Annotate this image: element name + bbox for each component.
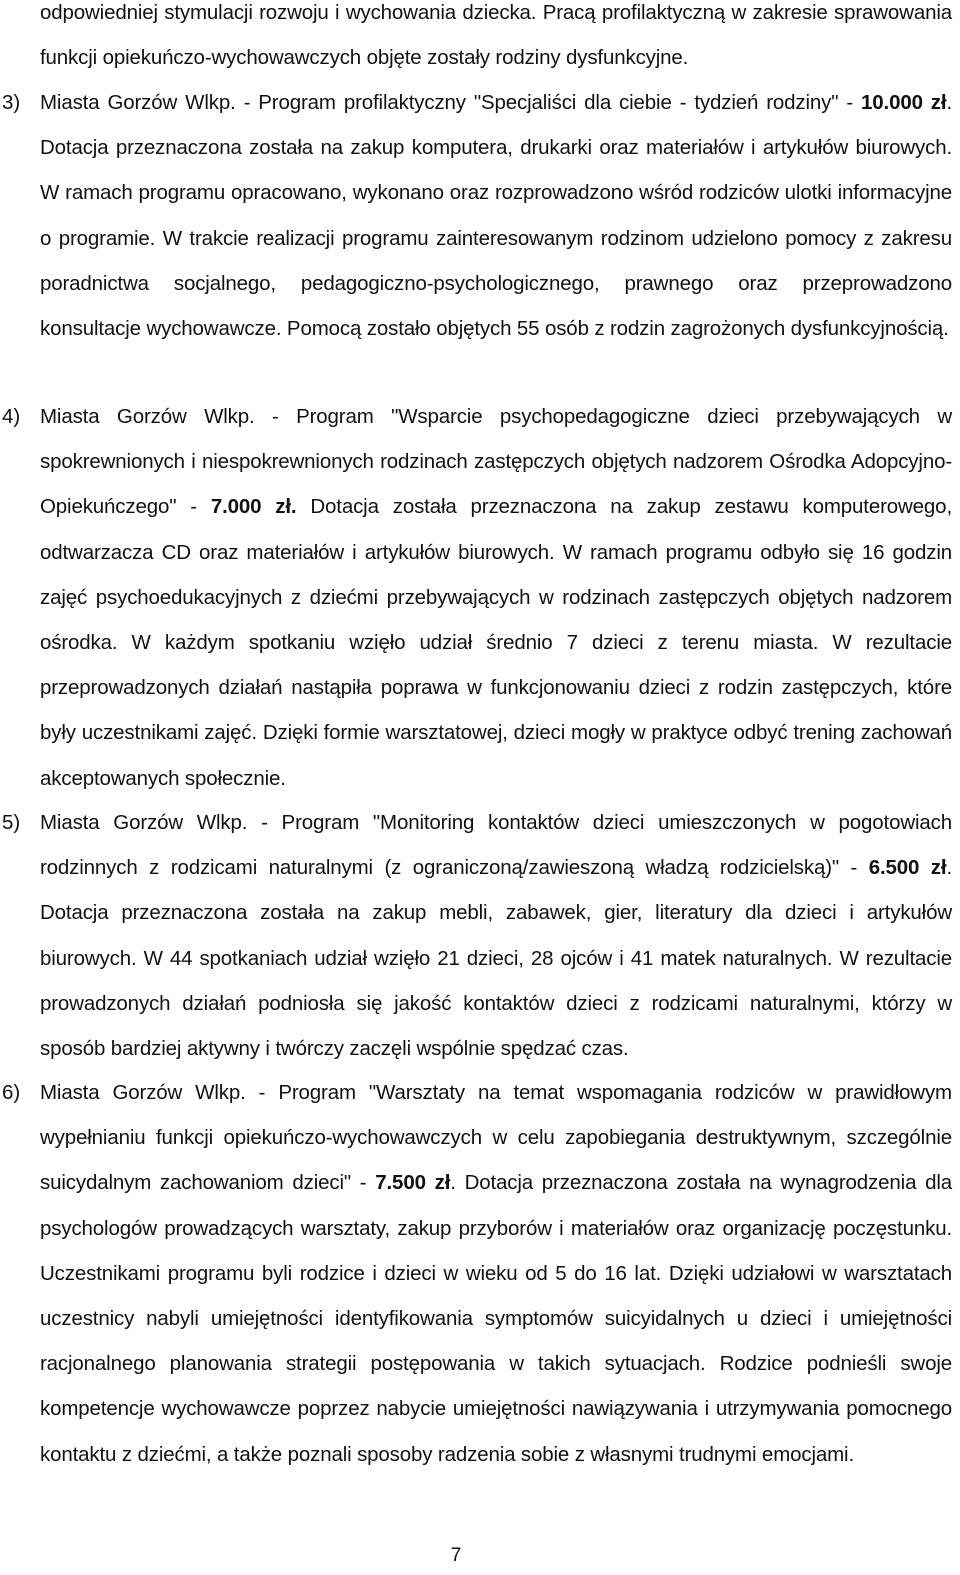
item-6-amount: 7.500 zł	[375, 1171, 451, 1195]
item-5-body: . Dotacja przeznaczona została na zakup mebli, zabawek, gier, literatury dla dzieci i artykułów biurowych. W 44 spotkaniach udział wzięło 21 dzieci, 28 ojców i 41 matek naturalnych. W rezultacie prowadzonych działań podniosła się jakość kontaktów dzieci z rodzicami naturalnymi, którzy w sposób bardziej aktywny i twórczy zaczęli wspólnie spędzać czas.	[40, 856, 952, 1061]
item-4-head: Miasta Gorzów Wlkp. - Program "Wsparcie psychopedagogiczne dzieci przebywających w spokrewnionych i niespokrewnionych rodzinach zastępczych objętych nadzorem Ośrodka Adopcyjno-Opiekuńczego" -	[40, 405, 952, 519]
item-3-head: Miasta Gorzów Wlkp. - Program profilaktyczny "Specjaliści dla ciebie - tydzień rodziny" -	[40, 91, 862, 114]
item-4-amount: 7.000 zł.	[210, 495, 297, 519]
item-6-paragraph	[40, 1070, 952, 1477]
item-3-number: 3)	[2, 91, 21, 114]
item-5-paragraph	[40, 800, 952, 1071]
item-6-number: 6)	[2, 1081, 21, 1104]
item-5-amount: 6.500 zł	[868, 856, 947, 880]
item-6-body: . Dotacja przeznaczona została na wynagrodzenia dla psychologów prowadzących warsztaty, zakup przyborów i materiałów oraz organizację poczęstunku. Uczestnikami programu byli rodzice i dzieci w wieku od 5 do 16 lat. Dzięki udziałowi w warsztatach uczestnicy nabyli umiejętności identyfikowania symptomów suicyidalnych u dzieci i umiejętności racjonalnego planowania strategii postępowania w takich sytuacjach. Rodzice podnieśli swoje kompetencje wychowawcze poprzez nabycie umiejętności nawiązywania i utrzymywania pomocnego kontaktu z dziećmi, a także poznali sposoby radzenia sobie z własnymi trudnymi emocjami.	[40, 1171, 952, 1466]
intro-paragraph	[40, 0, 952, 80]
item-4-body: Dotacja została przeznaczona na zakup zestawu komputerowego, odtwarzacza CD oraz materiałów i artykułów biurowych. W ramach programu odbyło się 16 godzin zajęć psychoedukacyjnych z dziećmi przebywających w rodzinach zastępczych objętych nadzorem ośrodka. W każdym spotkaniu wzięło udział średnio 7 dzieci z terenu miasta. W rezultacie przeprowadzonych działań nastąpiła poprawa w funkcjonowaniu dzieci z rodzin zastępczych, które były uczestnikami zajęć. Dzięki formie warsztatowej, dzieci mogły w praktyce odbyć trening zachowań akceptowanych społecznie.	[40, 495, 952, 790]
item-3-body: . Dotacja przeznaczona została na zakup komputera, drukarki oraz materiałów i artykułów biurowych. W ramach programu opracowano, wykonano oraz rozprowadzono wśród rodziców ulotki informacyjne o programie. W trakcie realizacji programu zainteresowanym rodzinom udzielono pomocy z zakresu poradnictwa socjalnego, pedagogiczno-psychologicznego, prawnego oraz przeprowadzono konsultacje wychowawcze. Pomocą zostało objętych 55 osób z rodzin zagrożonych dysfunkcyjnością.	[40, 91, 952, 341]
page-number: 7	[450, 1545, 462, 1566]
item-5-head: Miasta Gorzów Wlkp. - Program "Monitoring kontaktów dzieci umieszczonych w pogotowiach rodzinnych z rodzicami naturalnymi (z ograniczoną/zawieszoną władzą rodzicielską)" -	[40, 811, 952, 880]
item-4-paragraph	[40, 394, 952, 801]
intro-text: odpowiedniej stymulacji rozwoju i wychowania dziecka. Pracą profilaktyczną w zakresie sprawowania funkcji opiekuńczo-wychowawczych objęte zostały rodziny dysfunkcyjne.	[40, 1, 952, 70]
item-3-paragraph	[40, 80, 952, 351]
item-6-head: Miasta Gorzów Wlkp. - Program "Warsztaty na temat wspomagania rodziców w prawidłowym wypełnianiu funkcji opiekuńczo-wychowawczych w celu zapobiegania destruktywnym, szczególnie suicydalnym zachowaniom dzieci" -	[40, 1081, 952, 1195]
item-3-amount: 10.000 zł	[861, 91, 947, 114]
item-4-number: 4)	[2, 405, 21, 428]
item-5-number: 5)	[2, 811, 21, 834]
